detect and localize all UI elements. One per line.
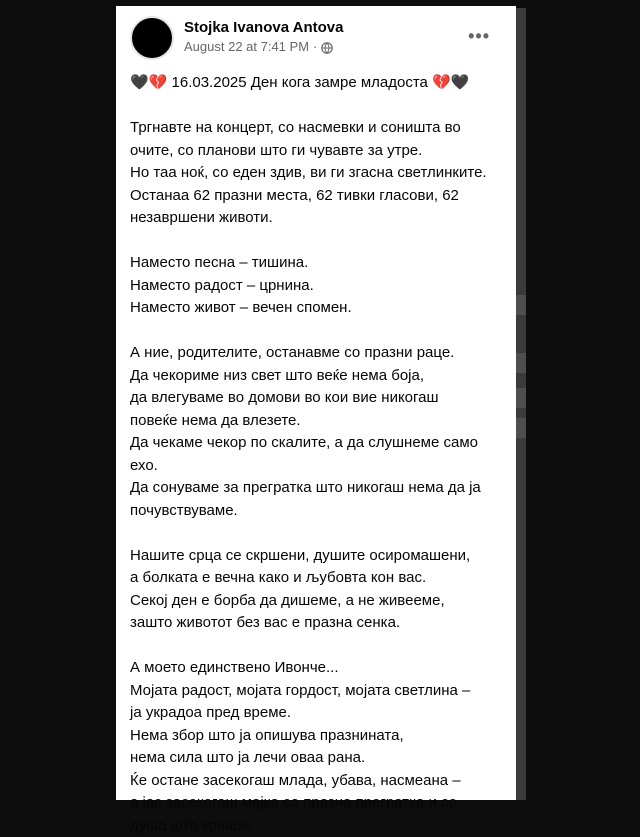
post-card <box>116 6 516 834</box>
post-text: 🖤💔 16.03.2025 Ден кога замре младоста 💔🖤 Тргнавте на концерт, со насмевки и соништа во очите, со планови што ги чувавте за утре. Но таа ноќ, со еден здив, ви ги згасна светлинките. Останаа 62 празни места, 62 тивки гласови, 62 незавршени животи. Наместо песна – тишина. Наместо радост – црнина. Наместо живот – вечен спомен. А ние, родителите, останавме со празни раце. Да чекориме низ свет што веќе нема боја, да влегуваме во домови во кои вие никогаш повеќе нема да влезете. Да чекаме чекор по скалите, а да слушнеме само ехо. Да сонуваме за прегратка што никогаш нема да ја почувствуваме. Нашите срца се скршени, душите осиромашени, а болката е вечна како и љубовта кон вас. Секој ден е борба да дишеме, а не живееме, зашто животот без вас е празна сенка. А моето единствено Ивонче... Мојата радост, мојата гордост, мојата светлина – ја украдоа пред време. Нема збор што ја опишува празнината, нема сила што ја лечи оваа рана. Ќе остане засекогаш млада, убава, насмеана – а јас засекогаш мајка со празна прегратка и со душа што крвари. <box>130 74 487 834</box>
more-horizontal-icon[interactable]: ••• <box>468 26 490 46</box>
globe-icon[interactable] <box>321 41 333 53</box>
post-subline <box>184 38 344 56</box>
background-control <box>516 295 526 315</box>
background-panel <box>516 8 526 800</box>
author-name[interactable]: Stojka Ivanova Antova <box>184 19 344 36</box>
background-control <box>516 353 526 373</box>
background-control <box>516 388 526 408</box>
background-control <box>516 418 526 438</box>
avatar[interactable] <box>130 16 174 60</box>
post-date[interactable]: August 22 at 7:41 PM <box>184 39 310 54</box>
post-meta <box>184 16 344 56</box>
post-header <box>130 16 502 68</box>
separator-dot: · <box>313 39 318 54</box>
